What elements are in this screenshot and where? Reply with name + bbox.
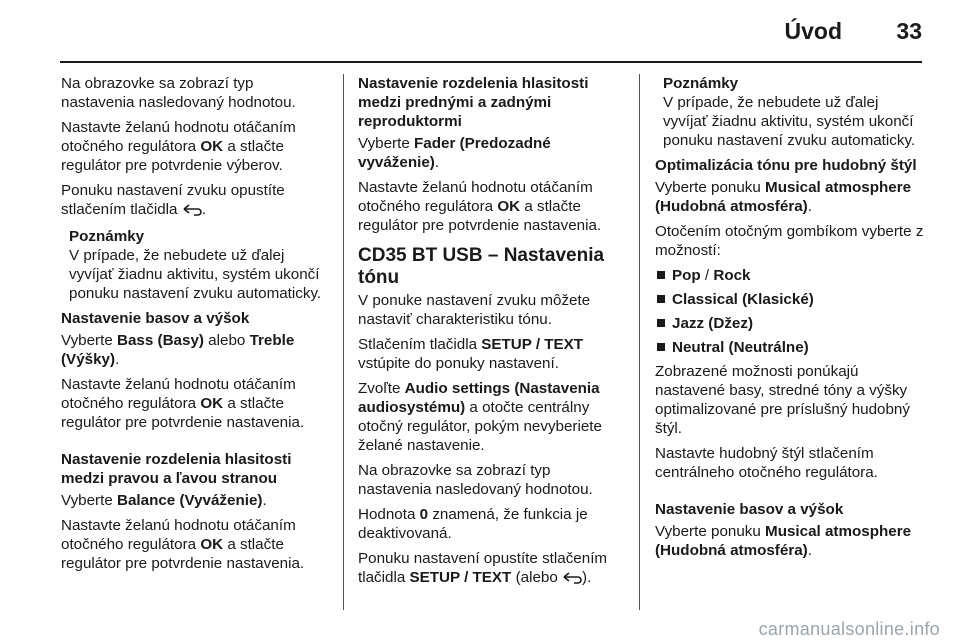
- paragraph: Otočením otočným gombíkom vyberte z možností:: [655, 223, 924, 259]
- back-arrow-icon: [562, 570, 582, 589]
- note-title: Poznámky: [69, 228, 145, 245]
- paragraph: Zobrazené možnosti ponúkajú nastavené basy, stredné tóny a výšky optimalizované pre príslušný hudobný štýl.: [655, 363, 910, 437]
- header-divider: [60, 61, 922, 63]
- subheading: Nastavenie basov a výšok: [655, 501, 844, 518]
- list-item: Classical (Klasické): [655, 290, 925, 309]
- paragraph: Na obrazovke sa zobrazí typ nastavenia nasledovaný hodnotou.: [358, 462, 593, 498]
- column-1: [61, 74, 331, 579]
- list-item: Pop / Rock: [655, 266, 925, 285]
- note-title: Poznámky: [663, 75, 739, 92]
- column-divider-2: [639, 74, 640, 610]
- paragraph: Vyberte ponuku Musical atmosphere (Hudobná atmosféra).: [655, 523, 912, 559]
- ok-label: OK: [200, 138, 224, 155]
- page-number: 33: [896, 18, 922, 44]
- column-3: [655, 74, 925, 566]
- paragraph: Hodnota 0 znamená, že funkcia je deaktivovaná.: [358, 506, 588, 542]
- column-divider-1: [343, 74, 344, 610]
- paragraph: Nastavte želanú hodnotu otáčaním otočného regulátora OK a stlačte regulátor pre potvrdenie nastavenia.: [61, 517, 305, 572]
- bullet-square-icon: [657, 295, 665, 303]
- page-title: Úvod: [784, 18, 842, 44]
- list-item: Neutral (Neutrálne): [655, 338, 925, 357]
- paragraph: Vyberte ponuku Musical atmosphere (Hudobná atmosféra).: [655, 179, 912, 215]
- column-2: [358, 74, 628, 595]
- paragraph: Stlačením tlačidla SETUP / TEXT vstúpite do ponuky nastavení.: [358, 336, 584, 372]
- paragraph: Nastavte želanú hodnotu otáčaním otočného regulátora OK a stlačte regulátor pre potvrdenie výberov.: [61, 119, 296, 174]
- list-item: Jazz (Džez): [655, 314, 925, 333]
- section-title: CD35 BT USB – Nastavenia tónu: [358, 245, 605, 288]
- note-box: [663, 74, 925, 150]
- paragraph: Ponuku nastavení zvuku opustíte stlačením tlačidla .: [61, 181, 331, 221]
- note-box: [69, 227, 331, 303]
- subheading: Nastavenie basov a výšok: [61, 310, 250, 327]
- spacer: [655, 488, 925, 500]
- watermark: carmanualsonline.info: [758, 619, 940, 639]
- paragraph: Na obrazovke sa zobrazí typ nastavenia nasledovaný hodnotou.: [61, 75, 296, 111]
- spacer: [61, 438, 331, 450]
- paragraph: Vyberte Bass (Basy) alebo Treble (Výšky).: [61, 332, 295, 368]
- paragraph: Vyberte Balance (Vyváženie).: [61, 492, 267, 509]
- subheading: Nastavenie rozdelenia hlasitosti medzi pravou a ľavou stranou: [61, 451, 292, 487]
- back-arrow-icon: [182, 202, 202, 221]
- paragraph: Nastavte želanú hodnotu otáčaním otočného regulátora OK a stlačte regulátor pre potvrdenie nastavenia.: [358, 179, 602, 234]
- paragraph: V ponuke nastavení zvuku môžete nastaviť charakteristiku tónu.: [358, 292, 591, 328]
- bullet-square-icon: [657, 343, 665, 351]
- paragraph: Zvoľte Audio settings (Nastavenia audiosystému) a otočte centrálny otočný regulátor, pokým nevyberiete želané nastavenie.: [358, 380, 602, 454]
- paragraph: Vyberte Fader (Predozadné vyváženie).: [358, 135, 551, 171]
- subheading: Optimalizácia tónu pre hudobný štýl: [655, 157, 917, 174]
- note-text: V prípade, že nebudete už ďalej vyvíjať žiadnu aktivitu, systém ukončí ponuku nastavení zvuku automaticky.: [663, 94, 916, 149]
- paragraph: Nastavte hudobný štýl stlačením centrálneho otočného regulátora.: [655, 445, 878, 481]
- paragraph: Nastavte želanú hodnotu otáčaním otočného regulátora OK a stlačte regulátor pre potvrdenie nastavenia.: [61, 376, 305, 431]
- bullet-square-icon: [657, 271, 665, 279]
- paragraph: Ponuku nastavení opustíte stlačením tlačidla SETUP / TEXT (alebo ).: [358, 549, 628, 589]
- page-header: [0, 0, 960, 62]
- note-text: V prípade, že nebudete už ďalej vyvíjať žiadnu aktivitu, systém ukončí ponuku nastavení zvuku automaticky.: [69, 247, 322, 302]
- subheading: Nastavenie rozdelenia hlasitosti medzi prednými a zadnými reproduktormi: [358, 75, 589, 130]
- bullet-square-icon: [657, 319, 665, 327]
